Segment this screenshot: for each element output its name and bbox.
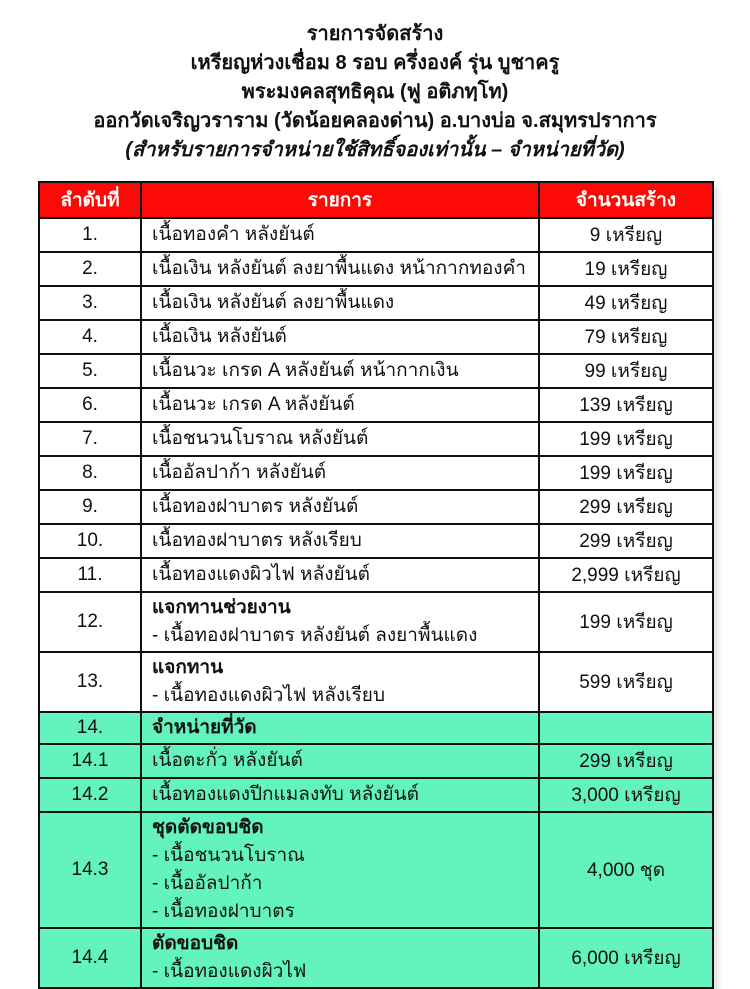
row-index: 11. bbox=[39, 558, 141, 592]
column-header-index: ลำดับที่ bbox=[39, 182, 141, 218]
table-row bbox=[39, 652, 713, 712]
row-item-title: เนื้อเงิน หลังยันต์ bbox=[152, 326, 287, 347]
row-item-detail: - เนื้อทองแดงผิวไฟ bbox=[152, 961, 307, 982]
row-item bbox=[141, 354, 539, 388]
row-item-title: เนื้อทองแดงผิวไฟ หลังยันต์ bbox=[152, 564, 370, 585]
row-index: 14.4 bbox=[39, 928, 141, 988]
row-quantity: 599 เหรียญ bbox=[539, 652, 713, 712]
table-row bbox=[39, 778, 713, 812]
row-item-title: เนื้อเงิน หลังยันต์ ลงยาพื้นแดง หน้ากากทองคำ bbox=[152, 258, 526, 279]
row-item-title: เนื้อทองฝาบาตร หลังเรียบ bbox=[152, 530, 362, 551]
row-quantity: 199 เหรียญ bbox=[539, 456, 713, 490]
row-item-detail: - เนื้อทองฝาบาตร หลังยันต์ ลงยาพื้นแดง bbox=[152, 625, 478, 646]
row-item bbox=[141, 320, 539, 354]
row-index: 1. bbox=[39, 218, 141, 252]
row-item-title: เนื้ออัลปาก้า หลังยันต์ bbox=[152, 462, 327, 483]
table-row bbox=[39, 286, 713, 320]
row-item bbox=[141, 422, 539, 456]
table-row bbox=[39, 320, 713, 354]
row-item bbox=[141, 812, 539, 928]
table-row bbox=[39, 744, 713, 778]
row-item bbox=[141, 744, 539, 778]
row-item-title: แจกทาน bbox=[152, 657, 224, 678]
table-row bbox=[39, 558, 713, 592]
row-quantity: 4,000 ชุด bbox=[539, 812, 713, 928]
row-index: 9. bbox=[39, 490, 141, 524]
table-row bbox=[39, 252, 713, 286]
row-item-title: แจกทานช่วยงาน bbox=[152, 597, 291, 618]
row-item bbox=[141, 252, 539, 286]
column-header-item: รายการ bbox=[141, 182, 539, 218]
table-row bbox=[39, 490, 713, 524]
row-item-detail: - เนื้อชนวนโบราณ bbox=[152, 845, 305, 866]
row-item-title: เนื้อชนวนโบราณ หลังยันต์ bbox=[152, 428, 369, 449]
row-index: 6. bbox=[39, 388, 141, 422]
row-index: 4. bbox=[39, 320, 141, 354]
row-quantity: 19 เหรียญ bbox=[539, 252, 713, 286]
row-quantity bbox=[539, 712, 713, 744]
row-item-title: เนื้อทองคำ หลังยันต์ bbox=[152, 224, 315, 245]
row-index: 14.1 bbox=[39, 744, 141, 778]
title-line-1: รายการจัดสร้าง bbox=[306, 23, 444, 45]
row-quantity: 299 เหรียญ bbox=[539, 490, 713, 524]
row-index: 7. bbox=[39, 422, 141, 456]
row-item-title: เนื้อทองฝาบาตร หลังยันต์ bbox=[152, 496, 359, 517]
row-item bbox=[141, 524, 539, 558]
production-list-table bbox=[38, 181, 714, 989]
row-item-title: เนื้อนวะ เกรด A หลังยันต์ bbox=[152, 394, 355, 415]
row-item bbox=[141, 558, 539, 592]
row-index: 8. bbox=[39, 456, 141, 490]
table-row bbox=[39, 456, 713, 490]
row-quantity: 299 เหรียญ bbox=[539, 524, 713, 558]
row-item-title: จำหน่ายที่วัด bbox=[152, 717, 257, 738]
row-item bbox=[141, 712, 539, 744]
row-item bbox=[141, 592, 539, 652]
row-item bbox=[141, 652, 539, 712]
row-index: 14.2 bbox=[39, 778, 141, 812]
row-item bbox=[141, 778, 539, 812]
row-index: 3. bbox=[39, 286, 141, 320]
row-quantity: 3,000 เหรียญ bbox=[539, 778, 713, 812]
table-row bbox=[39, 524, 713, 558]
row-item-detail: - เนื้ออัลปาก้า bbox=[152, 873, 263, 894]
title-line-5-note: (สำหรับรายการจำหน่ายใช้สิทธิ์จองเท่านั้น – จำหน่ายที่วัด) bbox=[125, 139, 625, 161]
row-quantity: 2,999 เหรียญ bbox=[539, 558, 713, 592]
row-item-title: เนื้อทองแดงปีกแมลงทับ หลังยันต์ bbox=[152, 784, 419, 805]
title-line-4: ออกวัดเจริญวราราม (วัดน้อยคลองด่าน) อ.บางบ่อ จ.สมุทรปราการ bbox=[93, 110, 657, 132]
table-row bbox=[39, 388, 713, 422]
row-quantity: 79 เหรียญ bbox=[539, 320, 713, 354]
row-item-detail: - เนื้อทองแดงผิวไฟ หลังเรียบ bbox=[152, 685, 386, 706]
table-header-row bbox=[39, 182, 713, 218]
row-item-title: ชุดตัดขอบชิด bbox=[152, 817, 264, 838]
document-header bbox=[0, 0, 750, 165]
title-line-3: พระมงคลสุทธิคุณ (ฟู อติภทฺโท) bbox=[241, 81, 509, 103]
row-index: 10. bbox=[39, 524, 141, 558]
row-index: 12. bbox=[39, 592, 141, 652]
row-item-title: เนื้อนวะ เกรด A หลังยันต์ หน้ากากเงิน bbox=[152, 360, 459, 381]
row-quantity: 49 เหรียญ bbox=[539, 286, 713, 320]
row-item-title: เนื้อตะกั่ว หลังยันต์ bbox=[152, 750, 303, 771]
row-quantity: 6,000 เหรียญ bbox=[539, 928, 713, 988]
row-item-title: เนื้อเงิน หลังยันต์ ลงยาพื้นแดง bbox=[152, 292, 395, 313]
row-item bbox=[141, 490, 539, 524]
row-quantity: 199 เหรียญ bbox=[539, 592, 713, 652]
table-body bbox=[39, 218, 713, 988]
table-row bbox=[39, 928, 713, 988]
row-quantity: 99 เหรียญ bbox=[539, 354, 713, 388]
row-index: 5. bbox=[39, 354, 141, 388]
table-row bbox=[39, 712, 713, 744]
row-quantity: 139 เหรียญ bbox=[539, 388, 713, 422]
title-line-2: เหรียญห่วงเชื่อม 8 รอบ ครึ่งองค์ รุ่น บูชาครู bbox=[190, 52, 560, 74]
table-row bbox=[39, 592, 713, 652]
table-row bbox=[39, 218, 713, 252]
row-item bbox=[141, 456, 539, 490]
column-header-quantity: จำนวนสร้าง bbox=[539, 182, 713, 218]
row-index: 13. bbox=[39, 652, 141, 712]
row-quantity: 9 เหรียญ bbox=[539, 218, 713, 252]
row-item bbox=[141, 928, 539, 988]
row-item bbox=[141, 388, 539, 422]
row-item-title: ตัดขอบชิด bbox=[152, 933, 239, 954]
row-item-detail: - เนื้อทองฝาบาตร bbox=[152, 901, 295, 922]
table-row bbox=[39, 422, 713, 456]
row-index: 2. bbox=[39, 252, 141, 286]
table-row bbox=[39, 812, 713, 928]
row-item bbox=[141, 286, 539, 320]
table-row bbox=[39, 354, 713, 388]
row-index: 14.3 bbox=[39, 812, 141, 928]
row-item bbox=[141, 218, 539, 252]
row-quantity: 299 เหรียญ bbox=[539, 744, 713, 778]
row-quantity: 199 เหรียญ bbox=[539, 422, 713, 456]
row-index: 14. bbox=[39, 712, 141, 744]
